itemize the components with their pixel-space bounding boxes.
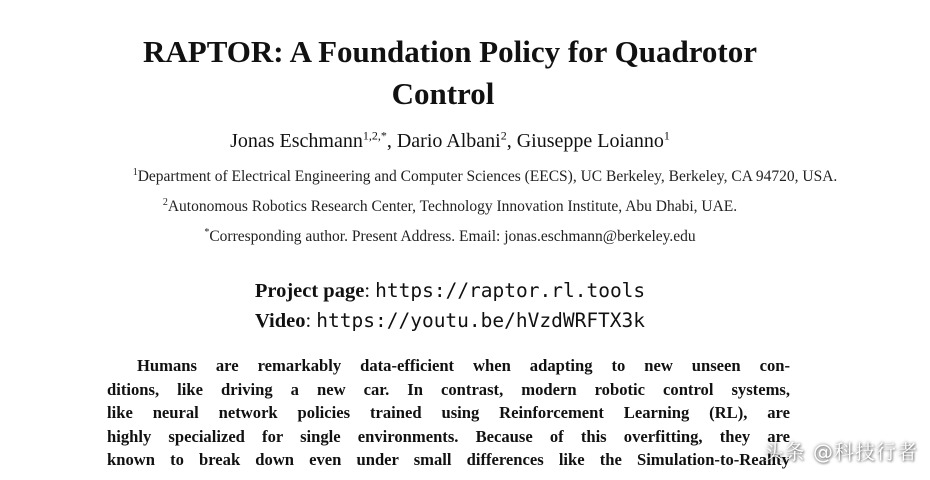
author-name: Jonas Eschmann	[230, 130, 363, 152]
affiliation-marker: 2	[162, 196, 168, 208]
affiliation-text: Corresponding author. Present Address. Email: jonas.eschmann@berkeley.edu	[209, 228, 696, 245]
video-link[interactable]: https://youtu.be/hVzdWRFTX3k	[316, 309, 646, 332]
project-page-label: Project page	[254, 280, 365, 302]
abstract-line: known to break down even under small differences like the Simulation-to-Reality	[107, 450, 790, 469]
watermark: 头条 @科技行者	[763, 440, 918, 464]
affiliation-marker: 1	[132, 166, 138, 178]
author-affiliation-marker: 2	[500, 128, 507, 143]
affiliation-2	[0, 196, 900, 218]
corresponding-author-note	[0, 226, 900, 248]
project-page-line: Project page: https://raptor.rl.tools	[254, 279, 646, 302]
abstract	[107, 354, 790, 472]
affiliation-1	[0, 166, 930, 188]
abstract-line: ditions, like driving a new car. In contrast, modern robotic control systems,	[107, 379, 790, 399]
author-affiliation-marker: 1	[663, 128, 670, 143]
paper-title-line-1: RAPTOR: A Foundation Policy for Quadrotor	[142, 34, 758, 69]
affiliation-text: Autonomous Robotics Research Center, Technology Innovation Institute, Abu Dhabi, UAE.	[167, 198, 738, 215]
author-affiliation-marker: 1,2,*	[362, 128, 387, 143]
project-page-link[interactable]: https://raptor.rl.tools	[375, 279, 646, 302]
author-name: Giuseppe Loianno	[516, 130, 664, 152]
affiliation-marker: *	[204, 226, 210, 238]
affiliation-text: Department of Electrical Engineering and Computer Sciences (EECS), UC Berkeley, Berkeley, CA 94720, USA.	[137, 168, 838, 185]
video-label: Video	[254, 310, 306, 332]
author-name: Dario Albani	[396, 130, 501, 152]
abstract-line: highly specialized for single environments. Because of this overfitting, they are	[107, 426, 790, 446]
abstract-line: Humans are remarkably data-efficient when adapting to new unseen con-	[137, 356, 790, 375]
paper-title-line-2: Control	[391, 76, 495, 111]
author-list: Jonas Eschmann$^{1,2,*}$, Dario Albani$^2$, Giuseppe Loianno$^1$	[230, 128, 670, 152]
abstract-line: like neural network policies trained using Reinforcement Learning (RL), are	[107, 403, 790, 422]
video-line: Video: https://youtu.be/hVzdWRFTX3k	[254, 309, 646, 332]
